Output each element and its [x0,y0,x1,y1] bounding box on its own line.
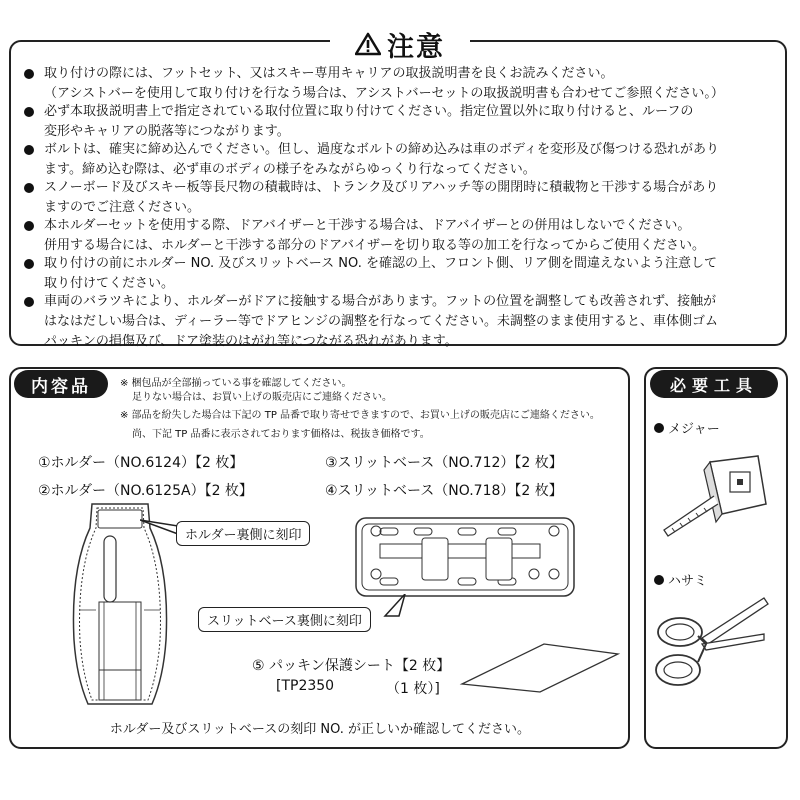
caution-title [330,26,470,62]
tool-item-scissors [654,570,707,589]
caution-item: 取り付けの際には、フットセット、又はスキー専用キャリアの取扱説明書を良くお読みください。 （アシストバーを使用して取り付けを行なう場合は、アシストバーセットの取扱説明書も合わせてご参照ください。） [24,64,772,104]
caution-item: 本ホルダーセットを使用する際、ドアバイザーと干渉する場合は、ドアバイザーとの併用はしないでください。 併用する場合には、ホルダーと干渉する部分のドアバイザーを切り取る等の加工を行なってからご使用ください。 [24,216,772,256]
caution-item: 車両のバラツキにより、ホルダーがドアに接触する場合があります。フットの位置を調整しても改善されず、接触が はなはだしい場合は、ディーラー等でドアヒンジの調整を行なってください。未調整のまま使用すると、車体側ゴム パッキンの損傷及び、ドア塗装のはがれ等につながる恐れがあります。 [24,292,772,352]
contents-item-2: ②ホルダー（NO.6125A）【2 枚】 [38,483,253,499]
slit-base-illustration [354,516,576,598]
holder-callout: ホルダー裏側に刻印 [176,521,310,546]
packing-sheet-illustration [458,638,622,694]
tape-measure-icon [660,452,772,540]
caution-item: 取り付けの前にホルダー NO. 及びスリットベース NO. を確認の上、フロント側、リア側を間違えないよう注意して 取り付けてください。 [24,254,772,294]
contents-item-5: ⑤ パッキン保護シート【2 枚】 [252,658,451,674]
contents-note: 足りない場合は、お買い上げの販売店にご連絡ください。 [132,392,392,403]
slit-callout-pointer [365,594,415,618]
tool-item-measure [654,418,720,437]
caution-item: スノーボード及びスキー板等長尺物の積載時は、トランク及びリアハッチ等の開閉時に積載物と干渉する場合があり ますのでご注意ください。 [24,178,772,218]
caution-item: 必ず本取扱説明書上で指定されている取付位置に取り付けてください。指定位置以外に取り付けると、ルーフの 変形やキャリアの脱落等につながります。 [24,102,772,142]
slit-callout: スリットベース裏側に刻印 [198,607,371,632]
warning-triangle-icon [355,32,381,56]
contents-item-5-tp: [TP2350 [276,678,335,694]
contents-note: 尚、下記 TP 品番に表示されております価格は、税抜き価格です。 [132,429,430,440]
contents-note: ※ 部品を紛失した場合は下記の TP 品番で取り寄せできますので、お買い上げの販売店にご連絡ください。 [120,410,600,421]
contents-item-1: ①ホルダー（NO.6124）【2 枚】 [38,455,244,471]
holder-callout-pointer [140,518,180,538]
tools-label: 必要工具 [650,370,778,398]
contents-item-4: ④スリットベース（NO.718）【2 枚】 [325,483,563,499]
contents-item-5-qty: （1 枚）] [386,681,440,697]
caution-title-text: 注意 [387,31,445,63]
confirm-text: ホルダー及びスリットベースの刻印 NO. が正しいか確認してください。 [109,722,531,737]
contents-item-3: ③スリットベース（NO.712）【2 枚】 [325,455,563,471]
caution-item: ボルトは、確実に締め込んでください。但し、過度なボルトの締め込みは車のボディを変形及び傷つける恐れがあり ます。締め込む際は、必ず車のボディの様子をみながらゆっくり行なってください。 [24,140,772,180]
tool-label: メジャー [668,422,720,437]
contents-note: ※ 梱包品が全部揃っている事を確認してください。 [120,378,352,389]
scissors-icon [652,594,770,694]
contents-label: 内容品 [14,370,108,398]
tool-label: ハサミ [668,574,708,589]
